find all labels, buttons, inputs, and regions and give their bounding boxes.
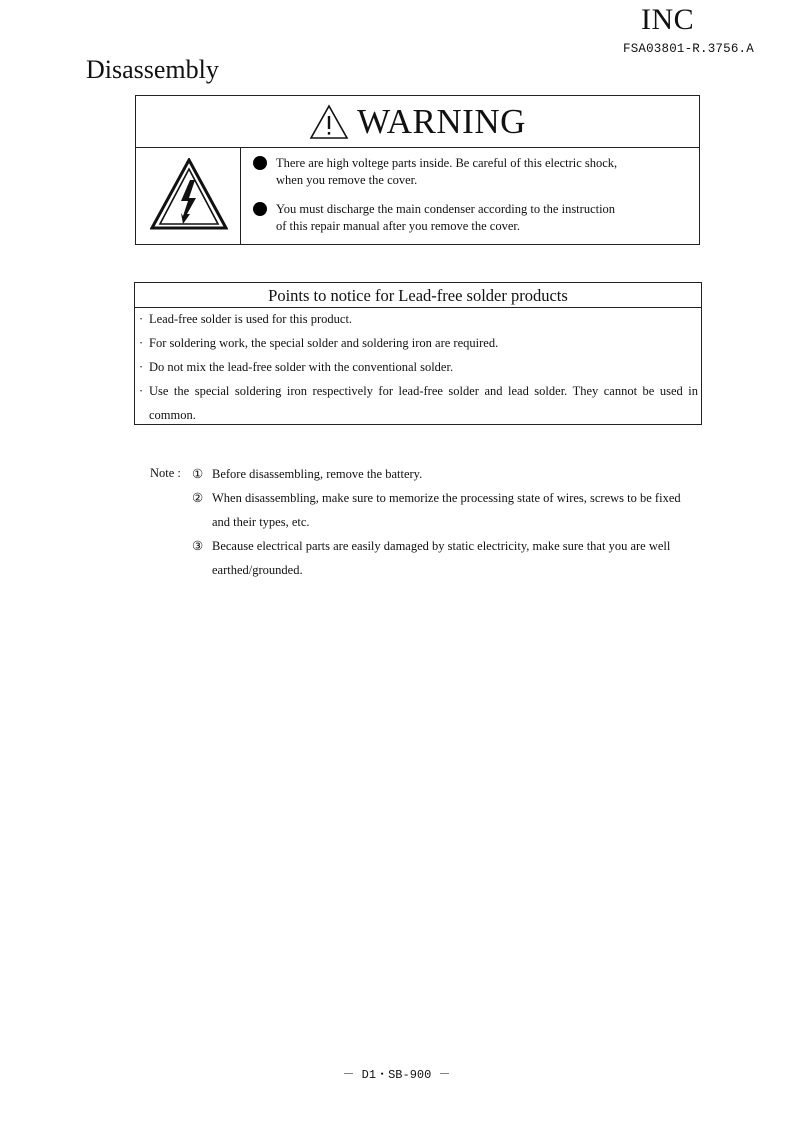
warning-item	[253, 201, 691, 234]
list-item-text: Lead-free solder is used for this product.	[149, 312, 353, 326]
list-item-text: For soldering work, the special solder and soldering iron are required.	[149, 336, 499, 350]
note-item	[192, 486, 682, 534]
note-number: ③	[192, 539, 204, 553]
list-item	[139, 379, 698, 427]
list-item-text: Do not mix the lead-free solder with the conventional solder.	[149, 360, 454, 374]
warning-item-line: You must discharge the main condenser according to the instruction	[276, 202, 616, 216]
page-footer: － D1・SB-900 －	[342, 1068, 451, 1082]
warning-item-line: There are high voltege parts inside. Be careful of this electric shock,	[276, 156, 618, 170]
warning-title: WARNING	[357, 102, 526, 141]
list-item	[139, 307, 698, 331]
list-item-text: Use the special soldering iron respectively for lead-free solder and lead solder. They cannot be used in common.	[149, 384, 698, 422]
warning-item-line: when you remove the cover.	[276, 172, 418, 187]
note-item	[192, 462, 682, 486]
note-text: When disassembling, make sure to memorize the processing state of wires, screws to be fixed and their types, etc.	[212, 491, 681, 529]
warning-item	[253, 155, 691, 188]
warning-items	[241, 148, 699, 244]
page-title: Disassembly	[86, 55, 219, 84]
bullet-dot-icon	[253, 156, 267, 170]
note-item	[192, 534, 682, 582]
brand-name: INC	[641, 3, 695, 36]
warning-triangle-icon	[309, 104, 349, 140]
warning-icon-cell	[136, 148, 241, 244]
bullet-icon: ·	[139, 312, 144, 326]
lead-free-title: Points to notice for Lead-free solder products	[135, 283, 701, 308]
note-text: Because electrical parts are easily damaged by static electricity, make sure that you are well earthed/grounded.	[212, 539, 671, 577]
note-number: ①	[192, 467, 204, 481]
bullet-icon: ·	[139, 360, 144, 374]
warning-header	[136, 96, 699, 148]
list-item	[139, 331, 698, 355]
note-text: Before disassembling, remove the battery.	[212, 467, 423, 481]
high-voltage-icon	[150, 158, 228, 230]
warning-box	[135, 95, 700, 245]
warning-item-line: of this repair manual after you remove the cover.	[276, 218, 521, 233]
document-number: FSA03801-R.3756.A	[623, 42, 754, 56]
note-label: Note :	[150, 466, 181, 480]
note-number: ②	[192, 491, 204, 505]
bullet-icon: ·	[139, 336, 144, 350]
bullet-dot-icon	[253, 202, 267, 216]
lead-free-box	[134, 282, 702, 425]
list-item	[139, 355, 698, 379]
lead-free-list	[135, 307, 701, 424]
bullet-icon: ·	[139, 384, 144, 398]
